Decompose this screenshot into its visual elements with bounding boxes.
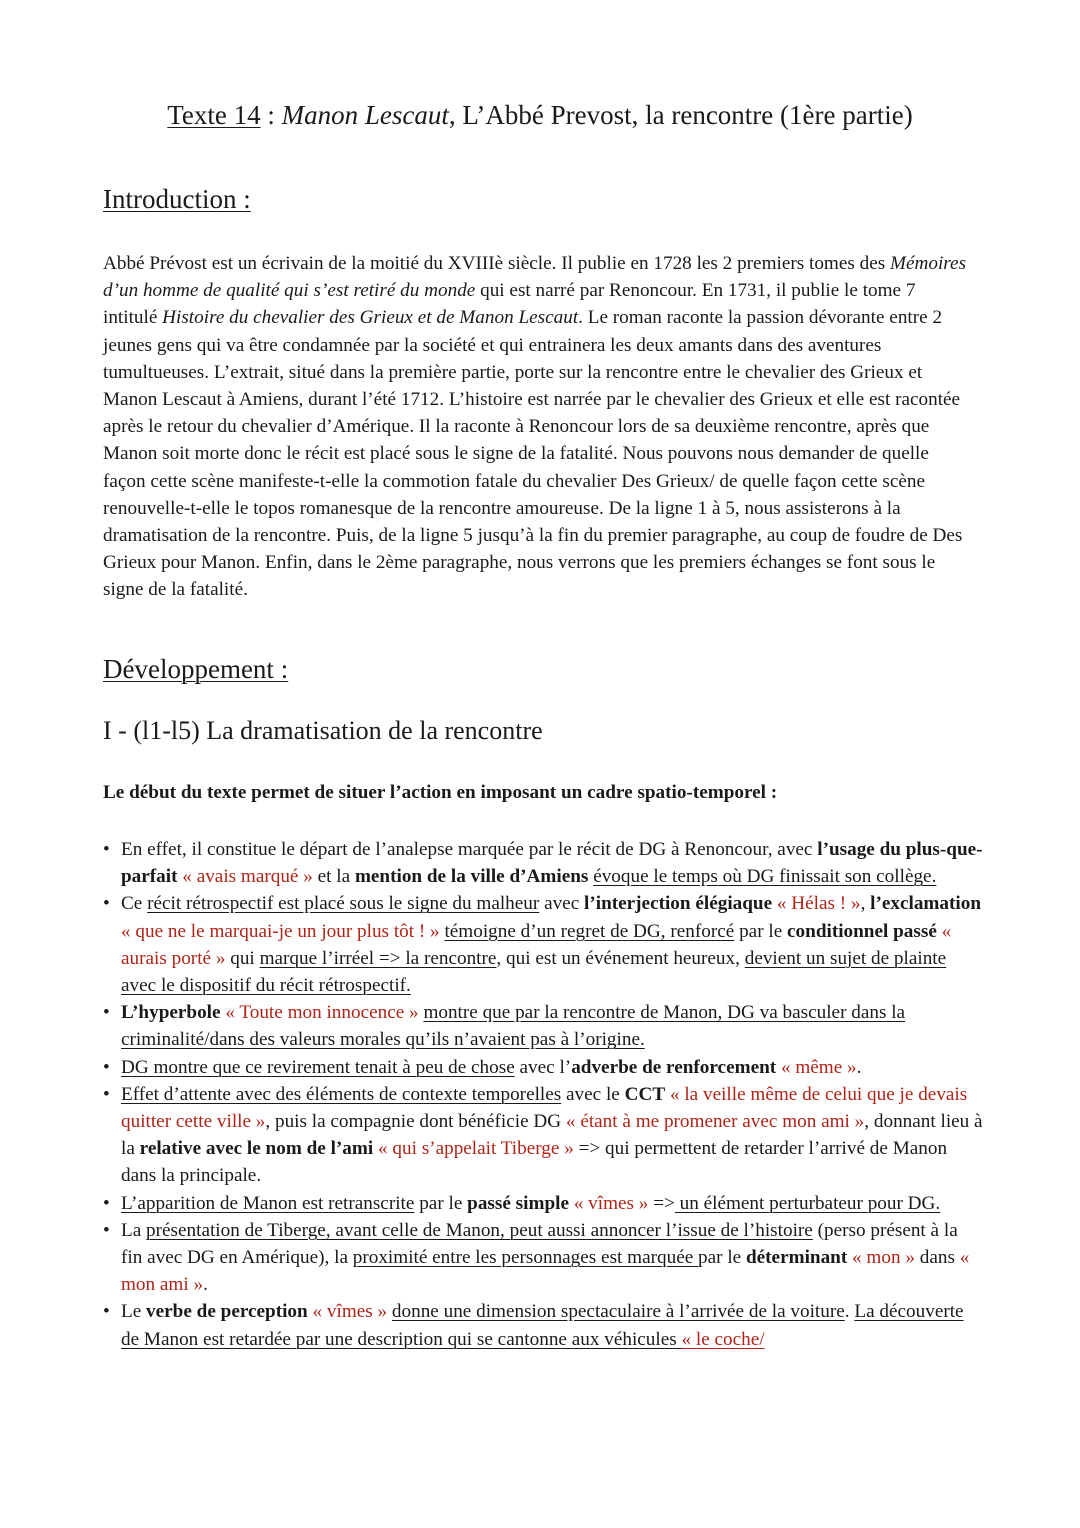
list-item: • DG montre que ce revirement tenait à peu de chose avec l’adverbe de renforcement « même ». [103, 1054, 983, 1081]
text-number: Texte 14 [167, 100, 261, 130]
work-title: Manon Lescaut [281, 100, 449, 130]
intro-paragraph: Abbé Prévost est un écrivain de la moitié du XVIIIè siècle. Il publie en 1728 les 2 premiers tomes des Mémoires d’un homme de qualité qui s’est retiré du monde qui est narré par Renoncour. En 1731, il publie le tome 7 intitulé Histoire du chevalier des Grieux et de Manon Lescaut. Le roman raconte la passion dévorante entre 2 jeunes gens qui va être condamnée par la société et qui entrainera les deux amants dans des aventures tumultueuses. L’extrait, situé dans la première partie, porte sur la rencontre entre le chevalier des Grieux et Manon Lescaut à Amiens, durant l’été 1712. L’histoire est narrée par le chevalier des Grieux et elle est racontée après le retour du chevalier d’Amérique. Il la raconte à Renoncour lors de sa deuxième rencontre, après que Manon soit morte donc le récit est placé sous le signe de la fatalité. Nous pouvons nous demander de quelle façon cette scène manifeste-t-elle la commotion fatale du chevalier Des Grieux/ de quelle façon cette scène renouvelle-t-elle le topos romanesque de la rencontre amoureuse. De la ligne 1 à 5, nous assisterons à la dramatisation de la rencontre. Puis, de la ligne 5 jusqu’à la fin du premier paragraphe, au coup de foudre de Des Grieux pour Manon. Enfin, dans le 2ème paragraphe, nous verrons que les premiers échanges se font sous le signe de la fatalité. [103, 253, 967, 601]
list-item: • En effet, il constitue le départ de l’analepse marquée par le récit de DG à Renoncour, avec l’usage du plus-que-parfait « avais marqué » et la mention de la ville d’Amiens évoque le temps où DG finissait son collège. [103, 836, 983, 890]
development-heading: Développement : [103, 654, 289, 684]
list-item: • L’hyperbole « Toute mon innocence » montre que par la rencontre de Manon, DG va basculer dans la criminalité/dans des valeurs morales qu’ils n’avaient pas à l’origine. [103, 999, 983, 1053]
list-item: • La présentation de Tiberge, avant celle de Manon, peut aussi annoncer l’issue de l’histoire (perso présent à la fin avec DG en Amérique), la proximité entre les personnages est marquée par le déterminant « mon » dans « mon ami ». [103, 1217, 983, 1299]
analysis-list [103, 836, 983, 1353]
list-item: • Ce récit rétrospectif est placé sous le signe du malheur avec l’interjection élégiaque « Hélas ! », l’exclamation « que ne le marquai-je un jour plus tôt ! » témoigne d’un regret de DG, renforcé par le conditionnel passé « aurais porté » qui marque l’irréel => la rencontre, qui est un événement heureux, devient un sujet de plainte avec le dispositif du récit rétrospectif. [103, 890, 983, 999]
intro-heading: Introduction : [103, 184, 251, 214]
list-item: • Le verbe de perception « vîmes » donne une dimension spectaculaire à l’arrivée de la voiture. La découverte de Manon est retardée par une description qui se cantonne aux véhicules « le coche/ [103, 1298, 983, 1352]
page-title: Texte 14 : Manon Lescaut, L’Abbé Prevost, la rencontre (1ère partie) [167, 100, 913, 130]
list-item: • L’apparition de Manon est retranscrite par le passé simple « vîmes » => un élément perturbateur pour DG. [103, 1190, 983, 1217]
section-heading: I - (l1-l5) La dramatisation de la rencontre [103, 716, 543, 745]
section-lead: Le début du texte permet de situer l’action en imposant un cadre spatio-temporel : [103, 782, 778, 803]
list-item: • Effet d’attente avec des éléments de contexte temporelles avec le CCT « la veille même de celui que je devais quitter cette ville », puis la compagnie dont bénéficie DG « étant à me promener avec mon ami », donnant lieu à la relative avec le nom de l’ami « qui s’appelait Tiberge » => qui permettent de retarder l’arrivé de Manon dans la principale. [103, 1081, 983, 1190]
